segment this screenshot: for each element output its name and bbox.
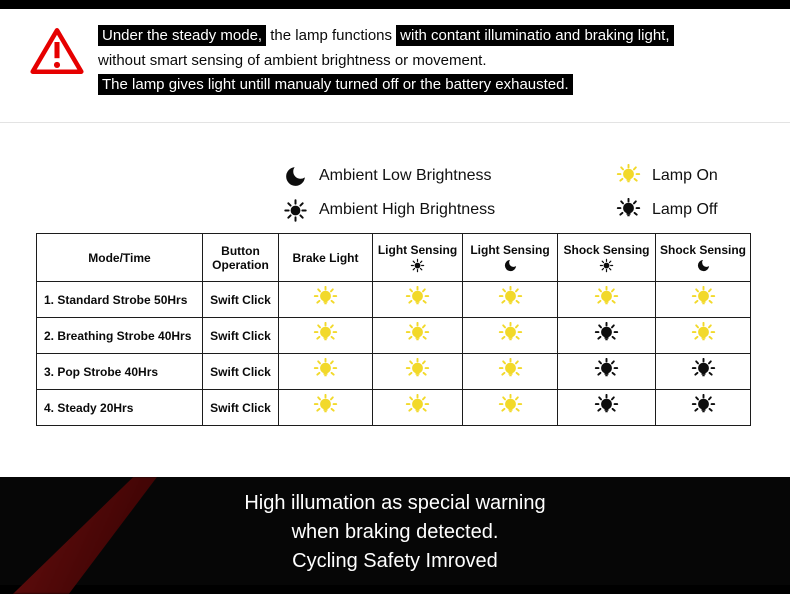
header-mode-time: Mode/Time xyxy=(37,234,203,282)
bulb-icon xyxy=(405,322,430,347)
legend-lamp xyxy=(616,159,718,227)
legend-label: Ambient Low Brightness xyxy=(319,167,492,184)
lamp-off-icon xyxy=(616,198,641,223)
bulb-icon xyxy=(498,286,523,311)
legend-item-ambient-high xyxy=(283,193,495,227)
bulb-icon xyxy=(405,358,430,383)
legend-ambient xyxy=(283,159,495,227)
warning-line-2: without smart sensing of ambient brightness or movement. xyxy=(98,51,487,69)
bulb-icon xyxy=(313,394,338,419)
top-black-bar xyxy=(0,0,790,9)
lamp-on-icon xyxy=(616,164,641,189)
shock-sensing-night-cell xyxy=(656,318,751,354)
bulb-icon xyxy=(498,358,523,383)
bulb-icon xyxy=(498,394,523,419)
bulb-icon xyxy=(498,322,523,347)
light-sensing-day-cell xyxy=(373,318,463,354)
header-brake-light: Brake Light xyxy=(279,234,373,282)
legend-item-ambient-low xyxy=(283,159,495,193)
brake-light-cell xyxy=(279,354,373,390)
header-label: Shock Sensing xyxy=(563,242,650,257)
sun-icon xyxy=(410,258,425,273)
legend-label: Lamp On xyxy=(652,167,718,184)
footer-banner xyxy=(0,477,790,594)
bulb-icon xyxy=(691,394,716,419)
bulb-icon xyxy=(313,286,338,311)
light-sensing-day-cell xyxy=(373,282,463,318)
bulb-icon xyxy=(594,286,619,311)
shock-sensing-night-cell xyxy=(656,282,751,318)
header-button-operation: Button Operation xyxy=(203,234,279,282)
bottom-black-bar xyxy=(0,585,790,594)
bulb-icon xyxy=(313,358,338,383)
operation-cell: Swift Click xyxy=(203,282,279,318)
header-label: Light Sensing xyxy=(470,242,550,257)
header-light-sensing-night xyxy=(463,234,558,282)
moon-icon xyxy=(283,164,308,189)
light-sensing-night-cell xyxy=(463,354,558,390)
bulb-icon xyxy=(405,286,430,311)
light-sensing-night-cell xyxy=(463,390,558,426)
sun-icon xyxy=(283,198,308,223)
table-row xyxy=(37,390,751,426)
operation-cell: Swift Click xyxy=(203,390,279,426)
bulb-icon xyxy=(313,322,338,347)
header-light-sensing-day xyxy=(373,234,463,282)
shock-sensing-night-cell xyxy=(656,354,751,390)
light-sensing-night-cell xyxy=(463,282,558,318)
shock-sensing-day-cell xyxy=(558,282,656,318)
warning-highlight: Under the steady mode, xyxy=(98,25,266,46)
warning-section xyxy=(30,24,772,98)
header-label: Shock Sensing xyxy=(659,242,747,257)
table-row xyxy=(37,318,751,354)
mode-cell: 3. Pop Strobe 40Hrs xyxy=(37,354,203,390)
bulb-icon xyxy=(691,322,716,347)
table-row xyxy=(37,354,751,390)
shock-sensing-day-cell xyxy=(558,390,656,426)
warning-plain: the lamp functions xyxy=(266,27,397,44)
sun-icon xyxy=(599,258,614,273)
warning-line-3 xyxy=(98,73,674,98)
footer-line-2: when braking detected. xyxy=(291,521,499,543)
legend-item-lamp-on xyxy=(616,159,718,193)
warning-highlight: with contant illuminatio and braking light, xyxy=(396,25,673,46)
legend-label: Lamp Off xyxy=(652,201,718,218)
shock-sensing-night-cell xyxy=(656,390,751,426)
warning-text xyxy=(98,24,674,98)
moon-icon xyxy=(696,258,711,273)
header-shock-sensing-day xyxy=(558,234,656,282)
brake-light-cell xyxy=(279,390,373,426)
mode-table xyxy=(36,233,751,426)
light-sensing-night-cell xyxy=(463,318,558,354)
bulb-icon xyxy=(691,286,716,311)
warning-highlight: The lamp gives light untill manualy turned off or the battery exhausted. xyxy=(98,74,573,95)
shock-sensing-day-cell xyxy=(558,354,656,390)
legend-label: Ambient High Brightness xyxy=(319,201,496,218)
bulb-icon xyxy=(691,358,716,383)
legend-item-lamp-off xyxy=(616,193,718,227)
warning-triangle-icon xyxy=(30,26,84,76)
header-shock-sensing-night xyxy=(656,234,751,282)
table-header-row xyxy=(37,234,751,282)
moon-icon xyxy=(503,258,518,273)
light-sensing-day-cell xyxy=(373,354,463,390)
footer-line-3: Cycling Safety Imroved xyxy=(292,550,498,572)
brake-light-cell xyxy=(279,282,373,318)
operation-cell: Swift Click xyxy=(203,318,279,354)
bulb-icon xyxy=(594,322,619,347)
operation-cell: Swift Click xyxy=(203,354,279,390)
bulb-icon xyxy=(405,394,430,419)
bulb-icon xyxy=(594,394,619,419)
light-sensing-day-cell xyxy=(373,390,463,426)
shock-sensing-day-cell xyxy=(558,318,656,354)
section-divider xyxy=(0,122,790,123)
mode-cell: 4. Steady 20Hrs xyxy=(37,390,203,426)
brake-light-cell xyxy=(279,318,373,354)
footer-line-1: High illumation as special warning xyxy=(244,492,546,514)
mode-cell: 1. Standard Strobe 50Hrs xyxy=(37,282,203,318)
bulb-icon xyxy=(594,358,619,383)
header-label: Light Sensing xyxy=(377,242,458,257)
mode-cell: 2. Breathing Strobe 40Hrs xyxy=(37,318,203,354)
warning-line-1 xyxy=(98,24,674,49)
table-row xyxy=(37,282,751,318)
